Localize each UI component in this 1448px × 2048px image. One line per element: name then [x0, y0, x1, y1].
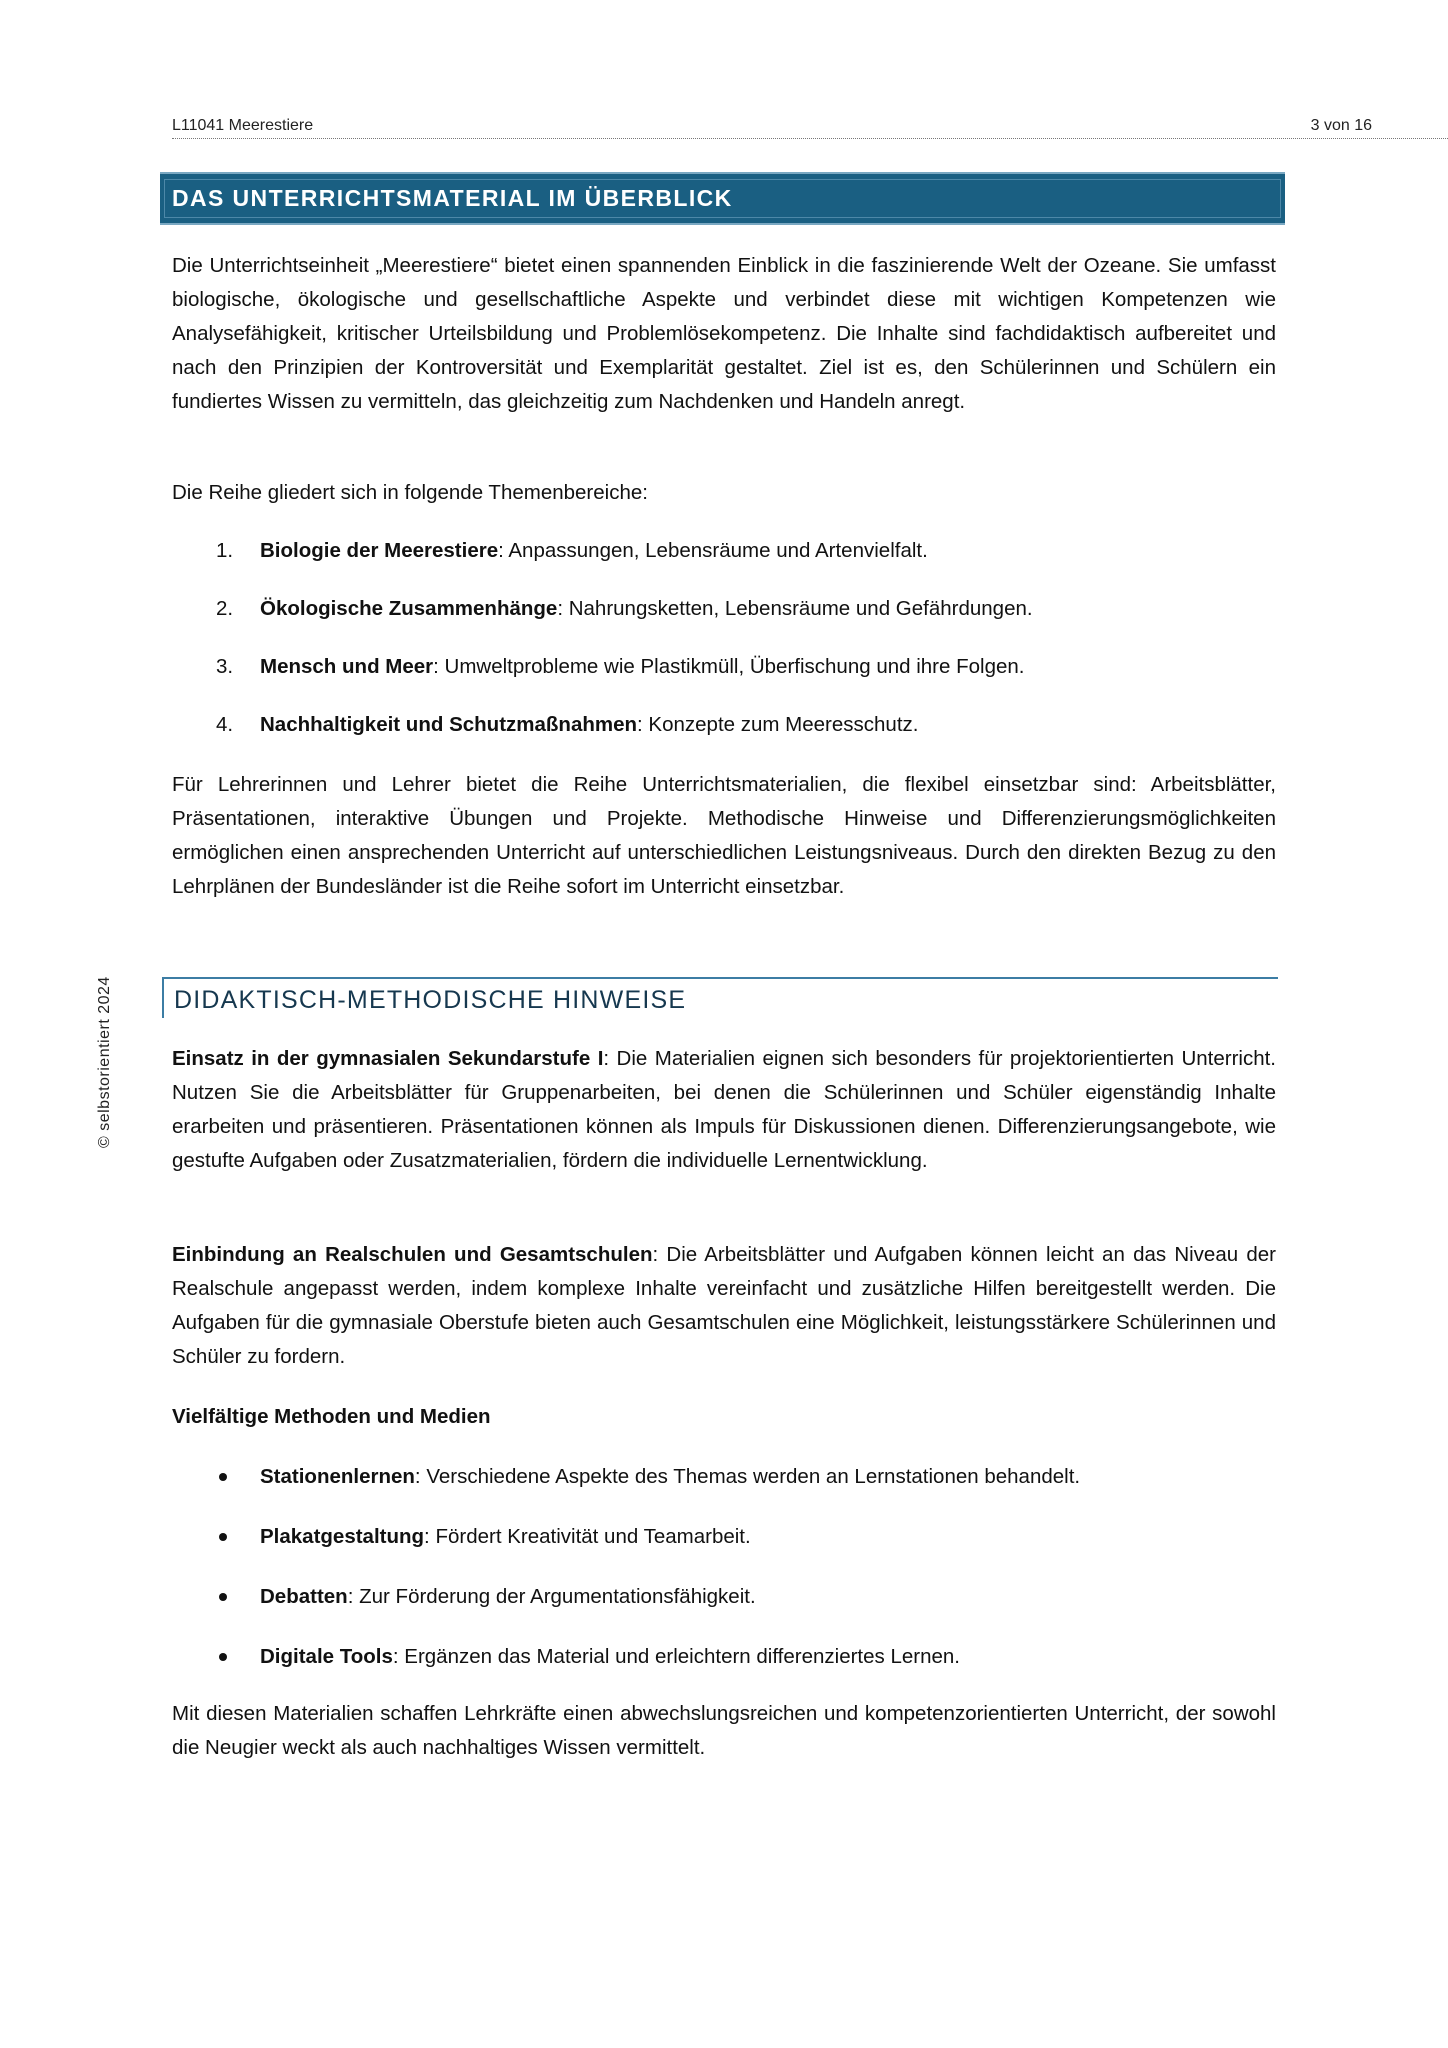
gymnasium-paragraph [172, 1042, 1276, 1178]
method-text: : Ergänzen das Material und erleichtern differenziertes Lernen. [392, 1645, 961, 1668]
realschule-paragraph [172, 1238, 1276, 1374]
list-item [172, 650, 1276, 708]
section-heading-didactics: DIDAKTISCH-METHODISCHE HINWEISE [174, 986, 687, 1014]
subheading: Vielfältige Methoden und Medien [172, 1405, 491, 1428]
topics-list [172, 534, 1276, 766]
method-text: : Zur Förderung der Argumentationsfähigkeit. [347, 1585, 756, 1608]
method-title: Digitale Tools [260, 1645, 393, 1668]
topic-text: : Konzepte zum Meeresschutz. [637, 713, 919, 736]
methods-heading [172, 1400, 1276, 1434]
overview-intro-paragraph [172, 249, 1276, 419]
topic-text: : Anpassungen, Lebensräume und Artenvielfalt. [498, 539, 928, 562]
bullet-icon [219, 1473, 227, 1481]
bullet-icon [219, 1533, 227, 1541]
list-item [172, 534, 1276, 592]
paragraph-text: Für Lehrerinnen und Lehrer bietet die Reihe Unterrichtsmaterialien, die flexibel einsetzbar sind: Arbeitsblätter, Präsentationen, interaktive Übungen und Projekte. Methodische Hinweise und Differenzierungsmöglichkeiten ermöglichen einen ansprechenden Unterricht auf unterschiedlichen Leistungsniveaus. Durch den direkten Bezug zu den Lehrplänen der Bundesländer ist die Reihe sofort im Unterricht einsetzbar. [172, 773, 1276, 898]
paragraph-lead: Einbindung an Realschulen und Gesamtschulen [172, 1243, 653, 1266]
topic-title: Nachhaltigkeit und Schutzmaßnahmen [260, 713, 638, 736]
list-item [172, 1520, 1276, 1580]
closing-paragraph [172, 1697, 1276, 1765]
paragraph-text: Mit diesen Materialien schaffen Lehrkräfte einen abwechslungsreichen und kompetenzorientierten Unterricht, der sowohl die Neugier weckt als auch nachhaltiges Wissen vermittelt. [172, 1702, 1276, 1759]
list-number: 2. [216, 597, 234, 620]
running-header [172, 116, 1448, 139]
list-number: 3. [216, 655, 234, 678]
list-item [172, 708, 1276, 766]
method-text: : Fördert Kreativität und Teamarbeit. [424, 1525, 751, 1548]
topic-title: Biologie der Meerestiere [260, 539, 499, 562]
bullet-icon [219, 1593, 227, 1601]
list-item [172, 1640, 1276, 1700]
page-indicator: 3 von 16 [1310, 117, 1372, 134]
teachers-paragraph [172, 768, 1276, 904]
method-title: Plakatgestaltung [260, 1525, 425, 1548]
topic-text: : Nahrungsketten, Lebensräume und Gefährdungen. [557, 597, 1033, 620]
copyright-note: © selbstorientiert 2024 [96, 976, 113, 1148]
paragraph-text: : Die Arbeitsblätter und Aufgaben können leicht an das Niveau der Realschule angepasst werden, indem komplexe Inhalte vereinfacht und zusätzliche Hilfen bereitgestellt werden. Die Aufgaben für die gymnasiale Oberstufe bieten auch Gesamtschulen eine Möglichkeit, leistungsstärkere Schülerinnen und Schüler zu fordern. [172, 1243, 1276, 1368]
section-heading-overview: DAS UNTERRICHTSMATERIAL IM ÜBERBLICK [172, 185, 733, 211]
list-number: 4. [216, 713, 234, 736]
paragraph-text: Die Reihe gliedert sich in folgende Themenbereiche: [172, 481, 648, 504]
topics-lead-paragraph [172, 476, 1276, 510]
section-heading-box-didactics [162, 977, 1278, 1018]
list-item [172, 1460, 1276, 1520]
list-number: 1. [216, 539, 234, 562]
method-title: Debatten [260, 1585, 348, 1608]
topic-text: : Umweltprobleme wie Plastikmüll, Überfischung und ihre Folgen. [433, 655, 1025, 678]
methods-list [172, 1460, 1276, 1700]
bullet-icon [219, 1653, 227, 1661]
method-title: Stationenlernen [260, 1465, 415, 1488]
topic-title: Ökologische Zusammenhänge [260, 597, 558, 620]
paragraph-lead: Einsatz in der gymnasialen Sekundarstufe I [172, 1047, 604, 1070]
topic-title: Mensch und Meer [260, 655, 434, 678]
method-text: : Verschiedene Aspekte des Themas werden an Lernstationen behandelt. [414, 1465, 1081, 1488]
document-title: L11041 Meerestiere [172, 117, 314, 134]
list-item [172, 1580, 1276, 1640]
paragraph-text: Die Unterrichtseinheit „Meerestiere“ bietet einen spannenden Einblick in die faszinierende Welt der Ozeane. Sie umfasst biologische, ökologische und gesellschaftliche Aspekte und verbindet diese mit wichtigen Kompetenzen wie Analysefähigkeit, kritischer Urteilsbildung und Problemlösekompetenz. Die Inhalte sind fachdidaktisch aufbereitet und nach den Prinzipien der Kontroversität und Exemplarität gestaltet. Ziel ist es, den Schülerinnen und Schülern ein fundiertes Wissen zu vermitteln, das gleichzeitig zum Nachdenken und Handeln anregt. [172, 254, 1276, 413]
section-banner-overview [160, 172, 1285, 225]
paragraph-text: : Die Materialien eignen sich besonders für projektorientierten Unterricht. Nutzen Sie die Arbeitsblätter für Gruppenarbeiten, bei denen die Schülerinnen und Schüler eigenständig Inhalte erarbeiten und präsentieren. Präsentationen können als Impuls für Diskussionen dienen. Differenzierungsangebote, wie gestufte Aufgaben oder Zusatzmaterialien, fördern die individuelle Lernentwicklung. [172, 1047, 1276, 1172]
list-item [172, 592, 1276, 650]
